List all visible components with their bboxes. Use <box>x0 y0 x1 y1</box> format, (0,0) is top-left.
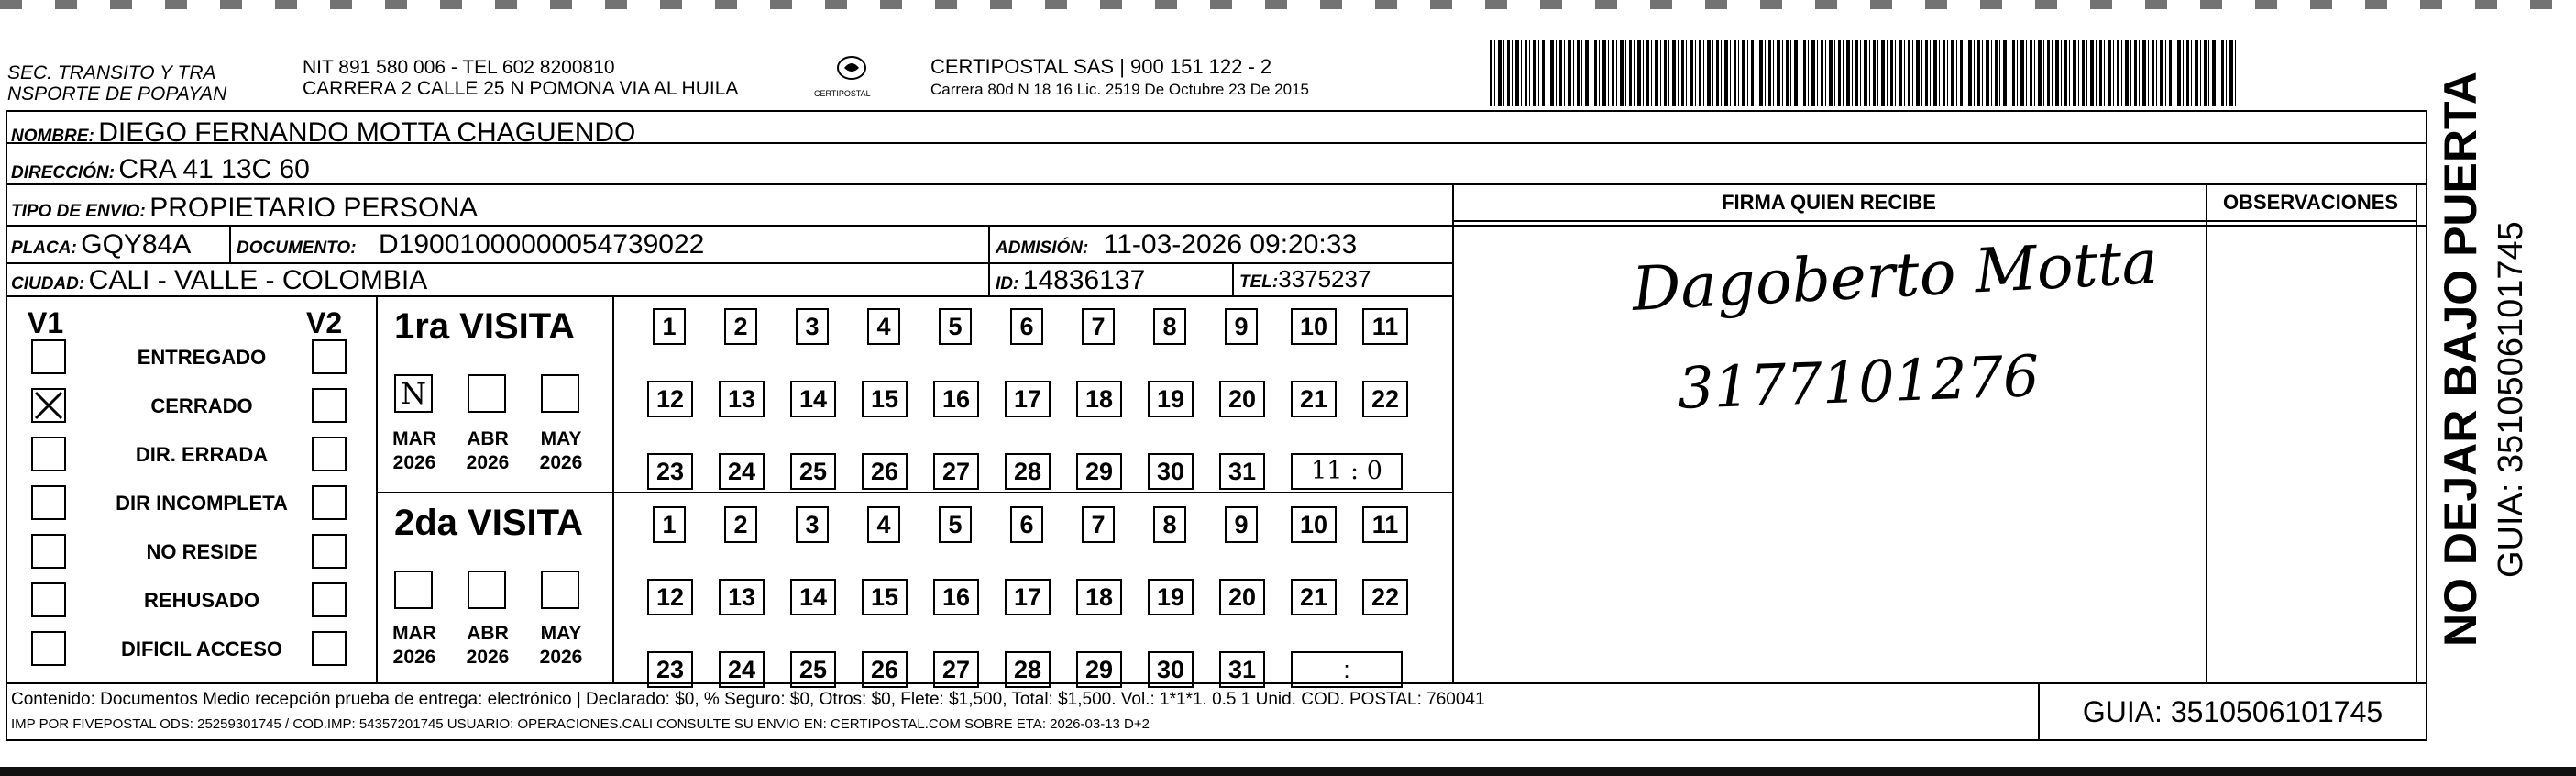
day-box-second[interactable]: 3 <box>796 506 829 543</box>
v1-checkbox[interactable] <box>31 631 66 666</box>
day-box-second[interactable]: 29 <box>1076 651 1122 688</box>
day-box-first[interactable]: 1 <box>653 308 686 345</box>
month-box-first[interactable] <box>541 374 579 413</box>
day-box-first[interactable]: 14 <box>790 381 836 417</box>
name-label: NOMBRE: <box>11 127 94 146</box>
day-box-first[interactable]: 20 <box>1219 381 1265 417</box>
v2-checkbox[interactable] <box>312 582 347 617</box>
month-box-second[interactable] <box>468 571 506 609</box>
v2-checkbox[interactable] <box>312 388 347 423</box>
send-type-label: TIPO DE ENVIO: <box>11 202 146 221</box>
day-box-first[interactable]: 13 <box>719 381 765 417</box>
day-box-second[interactable]: 2 <box>724 506 757 543</box>
city-label: CIUDAD: <box>11 274 85 294</box>
id-value: 14836137 <box>1022 265 1146 295</box>
time-box-second[interactable]: : <box>1291 651 1403 688</box>
day-box-first[interactable]: 19 <box>1148 381 1194 417</box>
col-line <box>1232 262 1234 295</box>
city-field <box>11 265 427 296</box>
day-box-first[interactable]: 27 <box>933 453 979 490</box>
day-box-first[interactable]: 28 <box>1005 453 1051 490</box>
row-line <box>6 183 2427 185</box>
sender-block <box>7 62 226 105</box>
perforation-edge <box>0 0 2576 9</box>
v1-checkbox[interactable] <box>31 485 66 520</box>
certipostal-logo-icon <box>830 53 874 90</box>
first-visit-title: 1ra VISITA <box>394 306 576 347</box>
day-box-second[interactable]: 13 <box>719 579 765 615</box>
day-box-first[interactable]: 21 <box>1291 381 1337 417</box>
day-box-first[interactable]: 15 <box>862 381 908 417</box>
month-label: MAR <box>392 428 436 449</box>
v1-checkbox[interactable] <box>31 582 66 617</box>
day-box-second[interactable]: 5 <box>939 506 972 543</box>
day-box-second[interactable]: 28 <box>1005 651 1051 688</box>
day-box-second[interactable]: 10 <box>1291 506 1337 543</box>
col-line <box>2416 183 2417 682</box>
day-box-second[interactable]: 18 <box>1076 579 1122 615</box>
day-box-first[interactable]: 3 <box>796 308 829 345</box>
address-line: CARRERA 2 CALLE 25 N POMONA VIA AL HUILA <box>303 78 739 99</box>
v2-checkbox[interactable] <box>312 437 347 471</box>
v1-checkbox[interactable] <box>31 388 66 423</box>
v2-label: V2 <box>306 306 343 339</box>
day-box-first[interactable]: 29 <box>1076 453 1122 490</box>
row-line <box>6 262 1452 264</box>
day-box-first[interactable]: 26 <box>862 453 908 490</box>
sender-info <box>303 57 738 99</box>
city-value: CALI - VALLE - COLOMBIA <box>88 265 428 295</box>
day-box-second[interactable]: 20 <box>1219 579 1265 615</box>
day-box-second[interactable]: 21 <box>1291 579 1337 615</box>
company-line: CERTIPOSTAL SAS | 900 151 122 - 2 <box>930 55 1272 78</box>
month-label: MAY <box>540 428 582 449</box>
day-box-second[interactable]: 25 <box>790 651 836 688</box>
plate-field <box>11 229 191 261</box>
day-box-second[interactable]: 7 <box>1082 506 1115 543</box>
year-label: 2026 <box>392 452 436 473</box>
day-box-first[interactable]: 7 <box>1082 308 1115 345</box>
day-box-second[interactable]: 14 <box>790 579 836 615</box>
col-line <box>376 295 378 682</box>
tel-value: 3375237 <box>1278 265 1371 293</box>
address-label: DIRECCIÓN: <box>11 163 115 183</box>
day-box-second[interactable]: 11 <box>1362 506 1408 543</box>
month-label: MAY <box>540 623 582 644</box>
barcode <box>1490 40 2237 106</box>
name-field <box>11 117 635 149</box>
day-box-second[interactable]: 31 <box>1219 651 1265 688</box>
signature-phone: 3177101276 <box>1676 342 2041 422</box>
contents-line: Contenido: Documentos Medio recepción prueba de entrega: electrónico | Declarado: $0, % Seguro: $0, Otros: $0, Flete: $1,500, Total: $1,500. Vol.: 1*1*1. 0.5 1 Unid. COD. POSTAL: 760041 <box>11 690 1485 709</box>
day-box-second[interactable]: 9 <box>1225 506 1258 543</box>
v2-checkbox[interactable] <box>312 339 347 374</box>
day-box-first[interactable]: 8 <box>1153 308 1186 345</box>
status-label: NO RESIDE <box>146 540 258 563</box>
license-line: Carrera 80d N 18 16 Lic. 2519 De Octubre 23 De 2015 <box>930 81 1309 98</box>
tel-label: TEL: <box>1239 272 1279 292</box>
document-value: D19001000000054739022 <box>379 229 705 260</box>
admission-value: 11-03-2026 09:20:33 <box>1103 229 1358 260</box>
day-box-second[interactable]: 27 <box>933 651 979 688</box>
send-type-field <box>11 193 478 224</box>
year-label: 2026 <box>539 647 583 668</box>
day-box-second[interactable]: 23 <box>647 651 693 688</box>
v2-checkbox[interactable] <box>312 631 347 666</box>
day-box-second[interactable]: 12 <box>647 579 693 615</box>
day-box-first[interactable]: 11 <box>1362 308 1408 345</box>
status-label: ENTREGADO <box>137 346 267 369</box>
day-box-first[interactable]: 6 <box>1010 308 1043 345</box>
footer-guia: GUIA: 3510506101745 <box>2082 695 2383 728</box>
row-line <box>6 682 2427 684</box>
col-line <box>612 295 614 682</box>
day-box-second[interactable]: 22 <box>1362 579 1408 615</box>
logo-text: CERTIPOSTAL <box>814 89 871 98</box>
plate-value: GQY84A <box>81 229 192 260</box>
row-line <box>376 492 1452 493</box>
day-box-first[interactable]: 9 <box>1225 308 1258 345</box>
id-label: ID: <box>996 274 1019 294</box>
day-box-first[interactable]: 18 <box>1076 381 1122 417</box>
sender-line-2: NSPORTE DE POPAYAN <box>7 83 227 105</box>
day-box-first[interactable]: 5 <box>939 308 972 345</box>
year-label: 2026 <box>392 647 436 668</box>
day-box-second[interactable]: 26 <box>862 651 908 688</box>
day-box-second[interactable]: 8 <box>1153 506 1186 543</box>
day-box-first[interactable]: 4 <box>867 308 900 345</box>
company-block <box>930 55 1309 99</box>
status-label: DIFICIL ACCESO <box>120 637 282 660</box>
bottom-edge <box>0 767 2576 776</box>
month-label: ABR <box>467 428 509 449</box>
header-underline <box>1452 220 2416 222</box>
v1-checkbox[interactable] <box>31 437 66 471</box>
status-label: REHUSADO <box>144 589 259 612</box>
v1-checkbox[interactable] <box>31 534 66 569</box>
year-label: 2026 <box>466 452 510 473</box>
tel-field <box>1239 265 1371 294</box>
day-box-first[interactable]: 17 <box>1005 381 1051 417</box>
recipient-name: DIEGO FERNANDO MOTTA CHAGUENDO <box>98 117 636 148</box>
day-box-second[interactable]: 4 <box>867 506 900 543</box>
day-box-first[interactable]: 10 <box>1291 308 1337 345</box>
day-box-first[interactable]: 12 <box>647 381 693 417</box>
v2-checkbox[interactable] <box>312 485 347 520</box>
day-box-second[interactable]: 19 <box>1148 579 1194 615</box>
status-label: CERRADO <box>150 394 253 417</box>
v2-checkbox[interactable] <box>312 534 347 569</box>
month-box-second[interactable] <box>394 571 433 609</box>
status-label: DIR. ERRADA <box>135 443 269 466</box>
admission-field <box>996 229 1357 261</box>
col-line <box>988 225 990 295</box>
col-line <box>2206 183 2207 682</box>
year-label: 2026 <box>539 452 583 473</box>
no-dejar-notice: NO DEJAR BAJO PUERTA <box>2435 72 2486 647</box>
year-label: 2026 <box>466 647 510 668</box>
imp-line: IMP POR FIVEPOSTAL ODS: 25259301745 / COD.IMP: 54357201745 USUARIO: OPERACIONES.CALI CONSULTE SU ENVIO EN: CERTIPOSTAL.COM SOBRE ETA: 2026-03-13 D+2 <box>11 716 1150 732</box>
observations-header: OBSERVACIONES <box>2222 191 2399 214</box>
col-line <box>229 225 231 262</box>
id-field <box>996 265 1145 296</box>
day-box-first[interactable]: 31 <box>1219 453 1265 490</box>
row-line <box>6 225 2427 227</box>
day-box-first[interactable]: 16 <box>933 381 979 417</box>
recipient-address: CRA 41 13C 60 <box>118 154 310 184</box>
day-box-second[interactable]: 16 <box>933 579 979 615</box>
day-box-second[interactable]: 1 <box>653 506 686 543</box>
side-guia: GUIA: 3510506101745 <box>2492 221 2530 578</box>
status-label: DIR INCOMPLETA <box>116 492 288 515</box>
month-box-first[interactable] <box>468 374 506 413</box>
col-line <box>1452 183 1454 682</box>
second-visit-title: 2da VISITA <box>394 503 583 543</box>
day-box-second[interactable]: 30 <box>1148 651 1194 688</box>
time-box-first[interactable]: 11 : 0 <box>1291 453 1403 490</box>
plate-label: PLACA: <box>11 238 77 258</box>
day-box-second[interactable]: 17 <box>1005 579 1051 615</box>
month-label: ABR <box>467 623 509 644</box>
document-field <box>237 229 704 261</box>
v1-label: V1 <box>28 306 64 339</box>
day-box-first[interactable]: 23 <box>647 453 693 490</box>
nit-line: NIT 891 580 006 - TEL 602 8200810 <box>303 57 615 78</box>
send-type-value: PROPIETARIO PERSONA <box>149 193 479 223</box>
day-box-second[interactable]: 6 <box>1010 506 1043 543</box>
day-box-second[interactable]: 15 <box>862 579 908 615</box>
day-box-first[interactable]: 24 <box>719 453 765 490</box>
signature-name: Dagoberto Motta <box>1630 227 2160 325</box>
month-box-first[interactable]: N <box>394 374 433 413</box>
day-box-second[interactable]: 24 <box>719 651 765 688</box>
address-field <box>11 154 310 185</box>
document-label: DOCUMENTO: <box>237 238 357 258</box>
day-box-first[interactable]: 30 <box>1148 453 1194 490</box>
admission-label: ADMISIÓN: <box>996 238 1089 258</box>
day-box-first[interactable]: 22 <box>1362 381 1408 417</box>
sender-line-1: SEC. TRANSITO Y TRA <box>7 62 216 83</box>
day-box-first[interactable]: 2 <box>724 308 757 345</box>
month-box-second[interactable] <box>541 571 579 609</box>
day-box-first[interactable]: 25 <box>790 453 836 490</box>
v1-checkbox[interactable] <box>31 339 66 374</box>
signature-header: FIRMA QUIEN RECIBE <box>1722 191 1936 214</box>
month-label: MAR <box>392 623 436 644</box>
